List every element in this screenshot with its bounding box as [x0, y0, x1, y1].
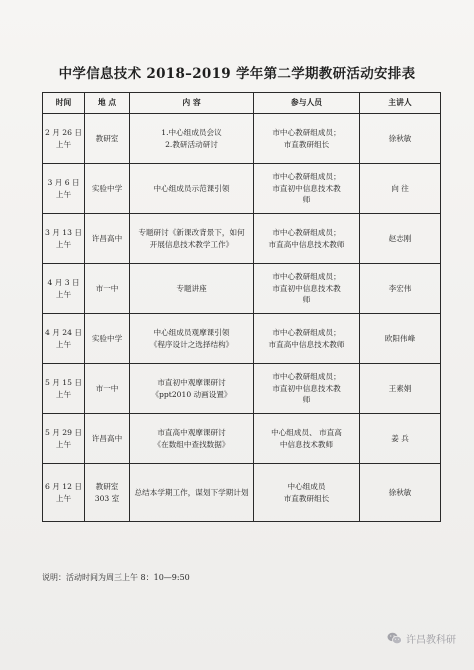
cell-content [130, 314, 254, 364]
cell-time [43, 364, 85, 414]
header-time: 时间 [43, 93, 85, 114]
cell-line: 实验中学 [91, 183, 123, 193]
cell-line: 上午 [55, 189, 72, 199]
cell-speaker: 向 往 [360, 164, 441, 214]
cell-line: 中信息技术教师 [279, 439, 334, 449]
cell-line: 中心组成员 [287, 482, 326, 492]
cell-line: 2.教研活动研讨 [165, 139, 218, 149]
cell-speaker: 赵志刚 [360, 214, 441, 264]
watermark [387, 631, 456, 646]
header-participants: 参与人员 [254, 93, 360, 114]
cell-line: 上午 [55, 493, 72, 503]
table-row [43, 264, 441, 314]
table-row [43, 314, 441, 364]
cell-place [85, 164, 130, 214]
cell-participants [254, 264, 360, 314]
cell-time [43, 464, 85, 522]
cell-line: 《程序设计之选择结构》 [149, 339, 234, 349]
cell-line: 教研室 [95, 133, 119, 143]
cell-speaker: 徐秋敏 [360, 464, 441, 522]
document-title: 中学信息技术 2018–2019 学年第二学期教研活动安排表 [58, 66, 416, 82]
cell-participants [254, 364, 360, 414]
cell-line: 1.中心组成员会议 [161, 128, 222, 138]
cell-participants [254, 164, 360, 214]
cell-line: 市中心教研组成员； [272, 372, 341, 382]
cell-participants [254, 414, 360, 464]
cell-line: 市直教研组长 [283, 493, 330, 503]
cell-place [85, 464, 130, 522]
cell-line: 上午 [55, 289, 72, 299]
cell-line: 3 月 6 日 [47, 178, 80, 188]
cell-line: 上午 [55, 439, 72, 449]
cell-line: 上午 [55, 239, 72, 249]
cell-line: 303 室 [94, 493, 120, 503]
table-row [43, 464, 441, 522]
cell-content [130, 114, 254, 164]
table-row [43, 364, 441, 414]
schedule-note: 说明：活动时间为周三上午 8：10—9:50 [42, 573, 190, 582]
wechat-icon [387, 632, 402, 645]
cell-place [85, 114, 130, 164]
cell-speaker: 李宏伟 [360, 264, 441, 314]
cell-speaker: 姜 兵 [360, 414, 441, 464]
cell-line: 市一中 [95, 383, 119, 393]
cell-line: 市直初中信息技术教 [272, 383, 341, 393]
cell-line: 4 月 3 日 [47, 278, 80, 288]
cell-line: 师 [302, 295, 311, 305]
cell-line: 中心组成员观摩课引领 [153, 328, 230, 338]
cell-time [43, 414, 85, 464]
cell-line: 开展信息技术教学工作》 [149, 239, 234, 249]
cell-place [85, 314, 130, 364]
cell-participants [254, 214, 360, 264]
cell-line: 专题研讨《新课改背景下，如何 [138, 228, 245, 238]
cell-line: 市直初中信息技术教 [272, 283, 341, 293]
cell-content [130, 264, 254, 314]
cell-content [130, 214, 254, 264]
cell-line: 《ppt2010 动画设置》 [151, 389, 232, 399]
cell-line: 实验中学 [91, 333, 123, 343]
cell-line: 上午 [55, 139, 72, 149]
cell-line: 许昌高中 [91, 433, 123, 443]
cell-line: 市直初中信息技术教 [272, 183, 341, 193]
cell-line: 市直教研组长 [283, 139, 330, 149]
cell-place [85, 214, 130, 264]
cell-speaker: 王素娟 [360, 364, 441, 414]
cell-place [85, 264, 130, 314]
cell-line: 市直高中观摩课研讨 [157, 428, 226, 438]
table-row [43, 214, 441, 264]
cell-line: 6 月 12 日 [45, 482, 82, 492]
header-speaker: 主讲人 [360, 93, 441, 114]
cell-line: 3 月 13 日 [45, 228, 82, 238]
cell-line: 市中心教研组成员； [272, 172, 341, 182]
cell-time [43, 214, 85, 264]
cell-line: 市中心教研组成员； [272, 272, 341, 282]
cell-time [43, 264, 85, 314]
schedule-body [43, 114, 441, 522]
cell-line: 市直初中观摩课研讨 [157, 378, 226, 388]
cell-speaker: 欧阳伟峰 [360, 314, 441, 364]
cell-line: 上午 [55, 339, 72, 349]
cell-content [130, 414, 254, 464]
cell-time [43, 314, 85, 364]
cell-time [43, 164, 85, 214]
cell-participants [254, 314, 360, 364]
cell-line: 师 [302, 195, 311, 205]
table-row [43, 114, 441, 164]
cell-line: 市中心教研组成员； [272, 328, 341, 338]
cell-content [130, 164, 254, 214]
cell-content [130, 464, 254, 522]
cell-line: 市直高中信息技术教师 [268, 339, 345, 349]
cell-line: 中心组成员示范课引领 [153, 183, 230, 193]
cell-line: 上午 [55, 389, 72, 399]
cell-line: 市中心教研组成员； [272, 228, 341, 238]
cell-line: 4 月 24 日 [45, 328, 82, 338]
cell-time [43, 114, 85, 164]
cell-line: 专题讲座 [176, 283, 207, 293]
cell-line: 2 月 26 日 [45, 128, 82, 138]
header-place: 地 点 [85, 93, 130, 114]
cell-line: 市一中 [95, 283, 119, 293]
header-content: 内 容 [130, 93, 254, 114]
cell-line: 师 [302, 395, 311, 405]
cell-line: 5 月 15 日 [45, 378, 82, 388]
table-header-row [43, 93, 441, 114]
cell-speaker: 徐秋敏 [360, 114, 441, 164]
cell-line: 许昌高中 [91, 233, 123, 243]
cell-line: 总结本学期工作，谋划下学期计划 [134, 487, 249, 497]
cell-participants [254, 114, 360, 164]
cell-content [130, 364, 254, 414]
cell-line: 市中心教研组成员； [272, 128, 341, 138]
table-row [43, 164, 441, 214]
cell-place [85, 414, 130, 464]
cell-line: 中心组成员、 市直高 [271, 428, 342, 438]
table-row [43, 414, 441, 464]
cell-participants [254, 464, 360, 522]
cell-line: 《在数组中查找数据》 [153, 439, 230, 449]
cell-line: 市直高中信息技术教师 [268, 239, 345, 249]
cell-line: 教研室 [95, 482, 119, 492]
schedule-table [42, 92, 441, 522]
cell-line: 5 月 29 日 [45, 428, 82, 438]
watermark-text: 许昌教科研 [406, 635, 456, 646]
cell-place [85, 364, 130, 414]
